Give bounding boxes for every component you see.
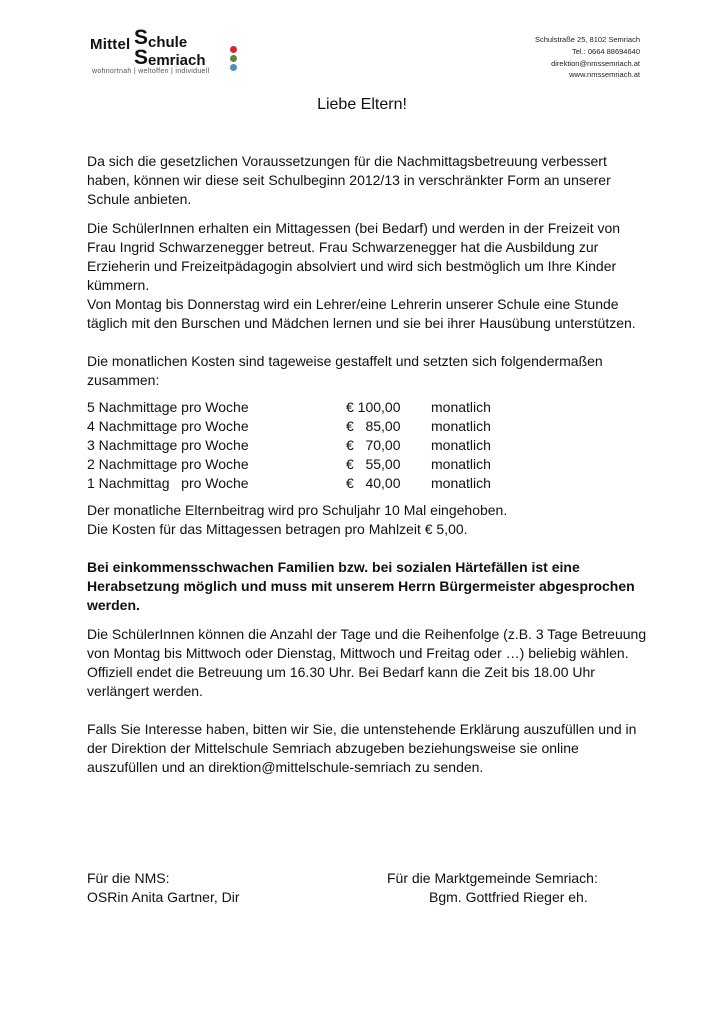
- logo-red-dot: [230, 46, 237, 53]
- logo-tagline: wohnortnah | weltoffen | individuell: [92, 68, 210, 75]
- letter-body: [87, 152, 647, 777]
- paragraph-intro: Da sich die gesetzlichen Voraussetzungen für die Nachmittagsbetreuung verbessert haben, können wir diese seit Schulbeginn 2012/13 in verschränkter Form an unserer Schule anbieten.: [87, 153, 611, 207]
- logo-letter-s-bottom: S: [134, 46, 149, 69]
- contact-web: www.nmssemriach.at: [569, 70, 640, 80]
- logo-green-dot: [230, 55, 237, 62]
- cost-period: monatlich: [431, 418, 491, 434]
- cost-label: 2 Nachmittage pro Woche: [87, 456, 249, 472]
- cost-price: € 55,00: [346, 456, 401, 472]
- signature-right-role: Für die Marktgemeinde Semriach:: [387, 870, 598, 886]
- signature-left-name: OSRin Anita Gartner, Dir: [87, 889, 240, 905]
- paragraph-days-choice: Die SchülerInnen können die Anzahl der Tage und die Reihenfolge (z.B. 3 Tage Betreuung von Montag bis Mittwoch oder Dienstag, Mittwoch und Freitag oder …) beliebig wählen. Offiziell endet die Betreuung um 16.30 Uhr. Bei Bedarf kann die Zeit bis 18.00 Uhr verlängert werden.: [87, 626, 647, 699]
- cost-table: [87, 398, 647, 493]
- paragraph-lunch-cost: Die Kosten für das Mittagessen betragen pro Mahlzeit € 5,00.: [87, 521, 468, 537]
- logo-word-chule: chule: [148, 34, 188, 51]
- cost-price: € 70,00: [346, 437, 401, 453]
- cost-period: monatlich: [431, 399, 491, 415]
- paragraph-hardship-notice: Bei einkommensschwachen Familien bzw. bei sozialen Härtefällen ist eine Herabsetzung möglich und muss mit unserem Herrn Bürgermeister abgesprochen werden.: [87, 559, 635, 613]
- cost-price: € 40,00: [346, 475, 401, 491]
- cost-label: 3 Nachmittage pro Woche: [87, 437, 249, 453]
- contact-email: direktion@nmssemriach.at: [551, 58, 640, 68]
- contact-block: [535, 34, 640, 81]
- paragraph-yearly-fee: Der monatliche Elternbeitrag wird pro Schuljahr 10 Mal eingehoben.: [87, 502, 508, 518]
- contact-address: Schulstraße 25, 8102 Semriach: [534, 35, 640, 44]
- paragraph-interest: Falls Sie Interesse haben, bitten wir Sie, die untenstehende Erklärung auszufüllen und in der Direktion der Mittelschule Semriach abzugeben beziehungsweise sie online auszufüllen und an direktion@mittelschule-semriach zu senden.: [87, 721, 637, 775]
- paragraph-care: Die SchülerInnen erhalten ein Mittagessen (bei Bedarf) und werden in der Freizeit von Frau Ingrid Schwarzenegger betreut. Frau Schwarzenegger hat die Ausbildung zur Erzieherin und Freizeitpädagogin absolviert und wird sich bestmöglich um Ihre Kinder kümmern.: [87, 220, 621, 293]
- cost-label: 1 Nachmittag pro Woche: [87, 475, 249, 491]
- cost-row: [87, 474, 647, 493]
- cost-row: [87, 455, 647, 474]
- cost-row: [87, 417, 647, 436]
- signature-right-name: Bgm. Gottfried Rieger eh.: [429, 889, 588, 905]
- signature-left: [87, 869, 240, 907]
- cost-period: monatlich: [431, 475, 491, 491]
- logo-word-mittel: Mittel: [90, 36, 131, 53]
- school-logo: [90, 26, 240, 78]
- signature-left-role: Für die NMS:: [87, 870, 170, 886]
- paragraph-costs-intro: Die monatlichen Kosten sind tageweise gestaffelt und setzten sich folgendermaßen zusammen:: [87, 353, 603, 388]
- cost-price: € 100,00: [346, 399, 401, 415]
- paragraph-homework: Von Montag bis Donnerstag wird ein Lehrer/eine Lehrerin unserer Schule eine Stunde täglich mit den Burschen und Mädchen lernen und sie bei ihrer Hausübung unterstützen.: [87, 296, 636, 331]
- cost-price: € 85,00: [346, 418, 401, 434]
- cost-period: monatlich: [431, 437, 491, 453]
- cost-label: 5 Nachmittage pro Woche: [87, 399, 249, 415]
- logo-blue-dot: [230, 64, 237, 71]
- contact-phone: Tel.: 0664 88694640: [572, 46, 640, 56]
- cost-period: monatlich: [431, 456, 491, 472]
- letter-title: Liebe Eltern!: [317, 96, 407, 113]
- signature-right: [387, 869, 598, 907]
- logo-word-emriach: emriach: [148, 52, 206, 69]
- cost-label: 4 Nachmittage pro Woche: [87, 418, 249, 434]
- logo-letter-s-top: S: [134, 26, 149, 49]
- cost-row: [87, 398, 647, 417]
- cost-row: [87, 436, 647, 455]
